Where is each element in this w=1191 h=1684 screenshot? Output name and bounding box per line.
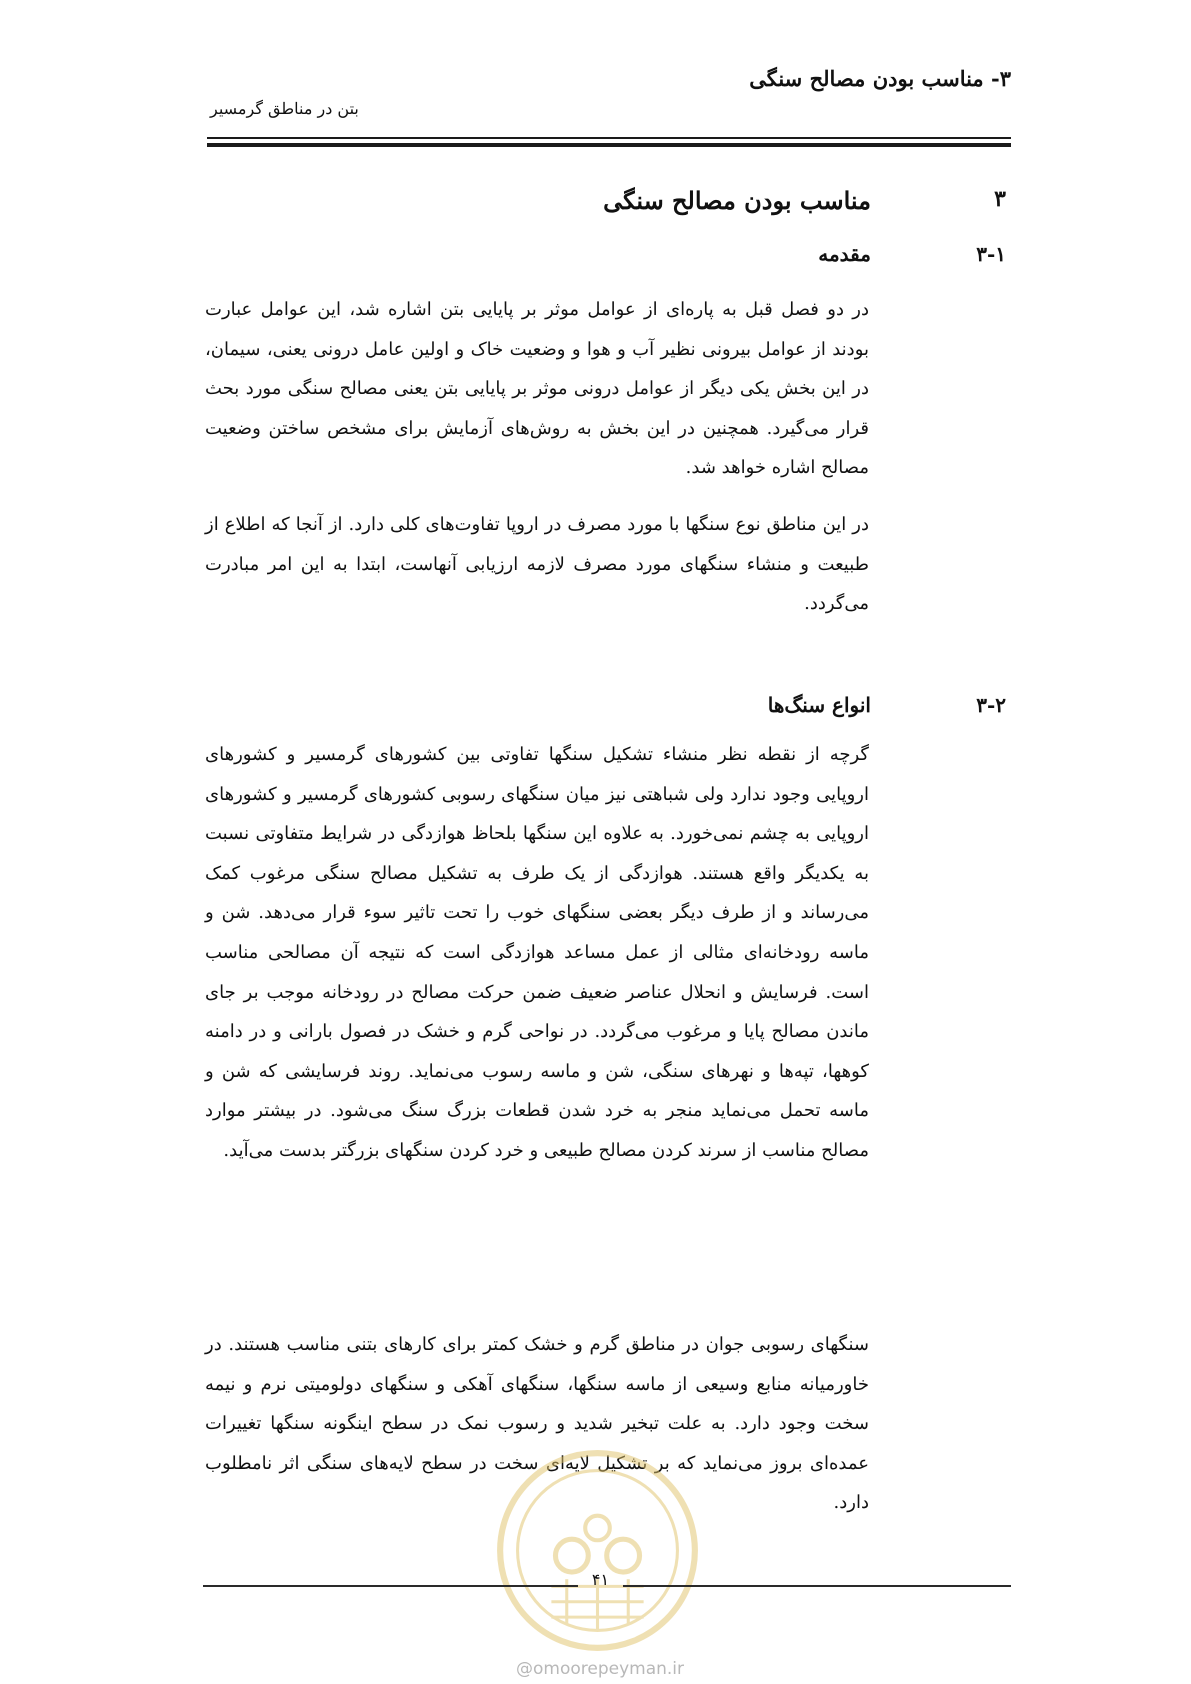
section-number: ۳-۱ [976,242,1006,266]
section-number: ۳-۲ [976,693,1006,717]
header-rule-thick [207,143,1011,147]
paragraph-intro-2: در این مناطق نوع سنگها با مورد مصرف در اروپا تفاوت‌های کلی دارد. از آنجا که اطلاع از طبیعت و منشاء سنگهای مورد مصرف لازمه ارزیابی آنهاست، ابتدا به این امر مبادرت می‌گردد. [205,514,870,615]
page-number: ۴۱ [591,1570,610,1589]
footer-rule-left [203,1585,578,1587]
header-rule-thin [207,137,1011,139]
chapter-number: ۳ [994,186,1006,212]
section-title: مقدمه [818,242,871,266]
paragraph-rock-types-1: گرچه از نقطه نظر منشاء تشکیل سنگها تفاوتی بین کشورهای گرمسیر و کشورهای اروپایی وجود ندارد ولی شباهتی نیز میان سنگهای رسوبی کشورهای گرمسیر و کشورهای اروپایی به چشم نمی‌خورد. به علاوه این سنگها بلحاظ هوازدگی در شرایط متفاوتی نسبت به یکدیگر واقع هستند. هوازدگی از یک طرف به تشکیل مصالح سنگی مرغوب کمک می‌رساند و از طرف دیگر بعضی سنگهای خوب را تحت تاثیر سوء قرار می‌دهد. شن و ماسه رودخانه‌ای مثالی از عمل مساعد هوازدگی است که نتیجه آن مصالحی مناسب است. فرسایش و انحلال عناصر ضعیف ضمن حرکت مصالح در رودخانه موجب بر جای ماندن مصالح پایا و مرغوب می‌گردد. در نواحی گرم و خشک در فصول بارانی و در دامنه کوهها، تپه‌ها و نهرهای سنگی، شن و ماسه رسوب می‌نماید. روند فرسایشی که شن و ماسه تحمل می‌نماید منجر به خرد شدن قطعات بزرگ سنگ می‌شود. در بیشتر موارد مصالح مناسب از سرند کردن مصالح طبیعی و خرد کردن سنگهای بزرگتر بدست می‌آید. [205,744,869,1161]
paragraph-intro-1: در دو فصل قبل به پاره‌ای از عوامل موثر بر پایایی بتن اشاره شد، این عوامل عبارت بودند از عوامل بیرونی نظیر آب و هوا و وضعیت خاک و اولین عامل درونی یعنی، سیمان، در این بخش یکی دیگر از عوامل درونی موثر بر پایایی بتن یعنی مصالح سنگی مورد بحث قرار می‌گیرد. همچنین در این بخش به روش‌های آزمایش برای مشخص ساختن وضعیت مصالح اشاره خواهد شد. [205,299,869,479]
watermark-seal-icon [495,1448,700,1653]
section-heading-intro [0,242,1191,272]
seal-gears [555,1516,639,1572]
running-header-book: بتن در مناطق گرمسیر [210,99,359,118]
section-heading-rock-types [0,693,1191,723]
chapter-heading [0,186,1191,216]
chapter-title: مناسب بودن مصالح سنگی [603,186,871,215]
footer-rule-right [623,1585,1011,1587]
running-header-chapter: ۳- مناسب بودن مصالح سنگی [749,66,1011,91]
section-title: انواع سنگ‌ها [767,693,871,717]
paragraph-rock-types-2: سنگهای رسوبی جوان در مناطق گرم و خشک کمتر برای کارهای بتنی مناسب هستند. در خاورمیانه منابع وسیعی از ماسه سنگها، سنگهای آهکی و سنگهای دولومیتی نرم و نیمه سخت وجود دارد. به علت تبخیر شدید و رسوب نمک در سطح اینگونه سنگها تغییرات عمده‌ای بروز می‌نماید که بر تشکیل لایه‌ای سخت در سطح لایه‌های سنگی اثر نامطلوب دارد. [205,1334,869,1514]
watermark-text: @omoorepeyman.ir [515,1659,685,1679]
